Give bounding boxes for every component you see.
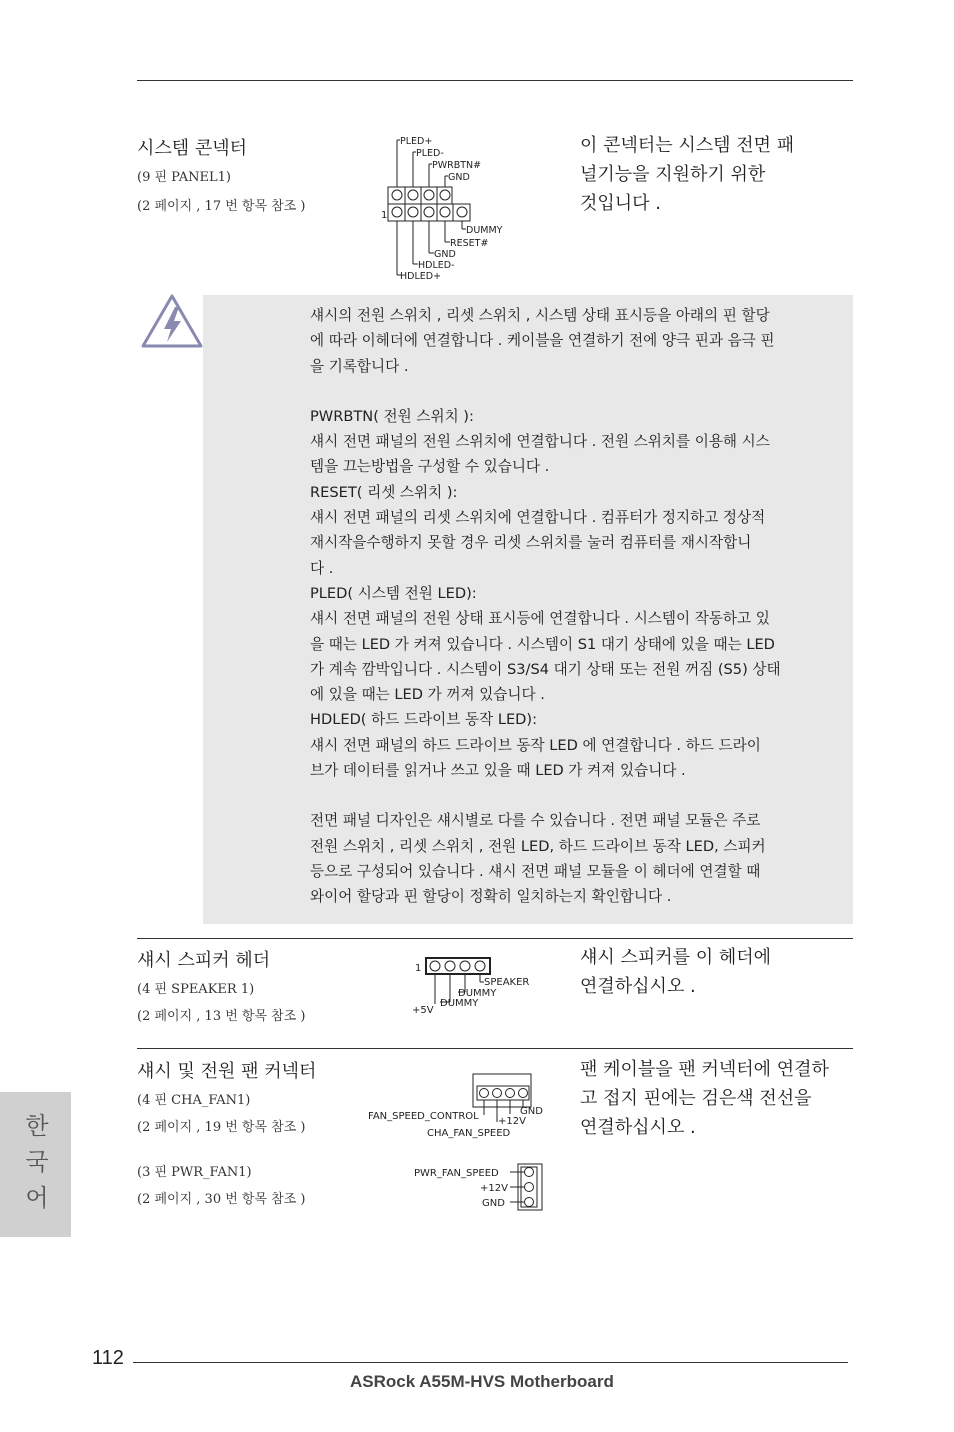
pwr-fan-label-gnd: GND xyxy=(482,1198,505,1209)
note-line: 섀시 전면 패널의 하드 드라이브 동작 LED 에 연결합니다 . 하드 드라이 xyxy=(310,736,761,754)
desc-line: 팬 케이블을 팬 커넥터에 연결하 xyxy=(580,1059,829,1080)
cha-fan-label-speed-control: FAN_SPEED_CONTROL xyxy=(368,1111,479,1122)
desc-line: 연결하십시오 . xyxy=(580,976,696,997)
note-line: 에 따라 이헤더에 연결합니다 . 케이블을 연결하기 전에 양극 핀과 음극 핀 xyxy=(310,332,775,350)
side-char: 한 xyxy=(25,1112,49,1140)
caution-note-text xyxy=(310,303,855,910)
speaker-pins: (4 핀 SPEAKER 1) xyxy=(137,982,255,997)
fan-title: 섀시 및 전원 팬 커넥터 xyxy=(137,1061,317,1082)
side-char: 어 xyxy=(25,1184,49,1212)
panel-label-pled-minus: PLED- xyxy=(416,148,444,159)
note-line: 섀시 전면 패널의 리셋 스위치에 연결합니다 . 컴퓨터가 정지하고 정상적 xyxy=(310,509,766,527)
note-line: 섀시 전면 패널의 전원 상태 표시등에 연결합니다 . 시스템이 작동하고 있 xyxy=(310,610,770,628)
panel-label-hdled-plus: HDLED+ xyxy=(400,271,442,282)
panel-label-gnd-bottom: GND xyxy=(434,249,456,260)
speaker-label-dummy-2: DUMMY xyxy=(440,998,479,1009)
desc-line: 고 접지 핀에는 검은색 전선을 xyxy=(580,1088,812,1109)
speaker-ref: (2 페이지 , 13 번 항목 참조 ) xyxy=(137,1009,306,1024)
pwr-fan-diagram xyxy=(410,1158,550,1214)
cha-fan-label-speed: CHA_FAN_SPEED xyxy=(427,1128,511,1139)
pwr-fan-label-12v: +12V xyxy=(480,1183,508,1194)
note-line: 전원 스위치 , 리셋 스위치 , 전원 LED, 하드 드라이브 동작 LED, 스피커 xyxy=(310,837,766,855)
cha-fan-diagram xyxy=(366,1070,556,1142)
note-line: 전면 패널 디자인은 섀시별로 다를 수 있습니다 . 전면 패널 모듈은 주로 xyxy=(310,812,761,830)
pwr-fan-ref: (2 페이지 , 30 번 항목 참조 ) xyxy=(137,1192,306,1207)
note-line: 을 때는 LED 가 켜져 있습니다 . 시스템이 S1 대기 상태에 있을 때는 LED xyxy=(310,635,775,653)
warning-triangle-icon xyxy=(140,293,204,351)
desc-line: 것입니다 . xyxy=(580,193,661,214)
note-heading: PWRBTN( 전원 스위치 ): xyxy=(310,407,474,425)
pwr-fan-pins: (3 핀 PWR_FAN1) xyxy=(137,1165,252,1180)
desc-line: 이 콘넥터는 시스템 전면 패 xyxy=(580,135,795,156)
note-line: 재시작을수행하지 못할 경우 리셋 스위치를 눌러 컴퓨터를 재시작합니 xyxy=(310,534,752,552)
panel-label-gnd-top: GND xyxy=(448,172,470,183)
speaker-label-5v: +5V xyxy=(412,1005,434,1016)
desc-line: 섀시 스피커를 이 헤더에 xyxy=(580,947,772,968)
system-panel-description xyxy=(580,131,794,218)
panel-label-hdled-minus: HDLED- xyxy=(418,260,455,271)
speaker-pin1-label: 1 xyxy=(415,963,422,974)
note-line: 와이어 할당과 핀 할당이 정확히 일치하는지 확인합니다 . xyxy=(310,888,672,906)
speaker-title: 섀시 스피커 헤더 xyxy=(137,950,271,971)
system-panel-title: 시스템 콘넥터 xyxy=(137,138,248,159)
cha-fan-ref: (2 페이지 , 19 번 항목 참조 ) xyxy=(137,1120,306,1135)
panel-header-diagram xyxy=(378,132,518,282)
fan-rule xyxy=(137,1048,853,1049)
note-line: 가 계속 깜박입니다 . 시스템이 S3/S4 대기 상태 또는 전원 꺼짐 (S5) 상태 xyxy=(310,660,781,678)
system-panel-ref: (2 페이지 , 17 번 항목 참조 ) xyxy=(137,199,306,214)
note-heading: PLED( 시스템 전원 LED): xyxy=(310,584,477,602)
panel-label-pled-plus: PLED+ xyxy=(400,136,433,147)
note-line: 에 있을 때는 LED 가 꺼져 있습니다 . xyxy=(310,686,545,704)
note-line: 다 . xyxy=(310,559,334,577)
system-panel-pins: (9 핀 PANEL1) xyxy=(137,170,231,185)
speaker-label-speaker: SPEAKER xyxy=(484,977,530,988)
page-number: 112 xyxy=(92,1347,124,1369)
panel-label-dummy: DUMMY xyxy=(466,225,503,236)
note-line: 템을 끄는방법을 구성할 수 있습니다 . xyxy=(310,458,550,476)
note-line: 등으로 구성되어 있습니다 . 섀시 전면 패널 모듈을 이 헤더에 연결할 때 xyxy=(310,862,761,880)
note-line: 섀시의 전원 스위치 , 리셋 스위치 , 시스템 상태 표시등을 아래의 핀 할당 xyxy=(310,307,770,324)
cha-fan-label-12v: +12V xyxy=(498,1116,526,1127)
speaker-rule xyxy=(137,938,853,939)
cha-fan-label-gnd: GND xyxy=(520,1106,543,1117)
cha-fan-pins: (4 핀 CHA_FAN1) xyxy=(137,1093,251,1108)
language-side-label xyxy=(22,1108,52,1216)
footer-title: ASRock A55M-HVS Motherboard xyxy=(350,1372,614,1391)
speaker-description xyxy=(580,943,771,1001)
pwr-fan-label-speed: PWR_FAN_SPEED xyxy=(414,1168,499,1179)
desc-line: 널기능을 지원하기 위한 xyxy=(580,164,766,185)
note-line: 섀시 전면 패널의 전원 스위치에 연결합니다 . 전원 스위치를 이용해 시스 xyxy=(310,433,770,451)
desc-line: 연결하십시오 . xyxy=(580,1117,696,1138)
note-line: 을 기록합니다 . xyxy=(310,357,409,375)
speaker-label-dummy-1: DUMMY xyxy=(458,988,497,999)
note-heading: HDLED( 하드 드라이브 동작 LED): xyxy=(310,711,538,729)
panel-label-reset: RESET# xyxy=(450,238,489,249)
speaker-header-diagram xyxy=(410,954,550,1016)
fan-description xyxy=(580,1055,829,1142)
side-char: 국 xyxy=(25,1148,49,1176)
panel-label-pwrbtn: PWRBTN# xyxy=(432,160,482,171)
panel-pin1-label: 1 xyxy=(381,210,388,221)
top-rule xyxy=(137,80,853,81)
note-line: 브가 데이터를 읽거나 쓰고 있을 때 LED 가 켜져 있습니다 . xyxy=(310,762,686,780)
footer-rule xyxy=(133,1362,848,1363)
note-heading: RESET( 리셋 스위치 ): xyxy=(310,483,458,501)
